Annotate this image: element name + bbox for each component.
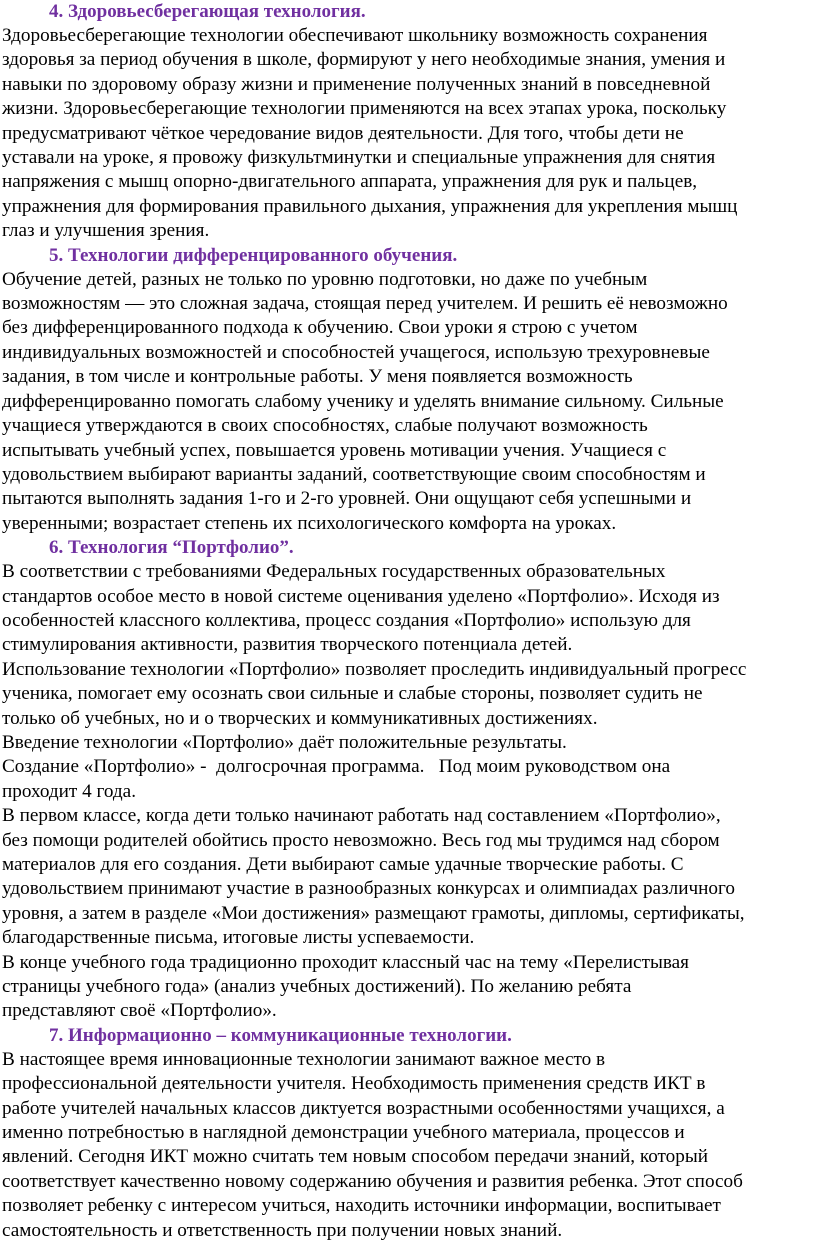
paragraph-portfolio-usage [2, 658, 816, 731]
text-line: работе учителей начальных классов диктуется возрастными особенностями учащихся, а [2, 1097, 725, 1119]
text-line: испытывать учебный успех, повышается уровень мотивации учения. Учащиеся с [2, 439, 667, 461]
text-line: материалов для его создания. Дети выбирают самые удачные творческие работы. С [2, 854, 684, 875]
paragraph-portfolio-intro [2, 560, 816, 658]
text-line: В первом классе, когда дети только начинают работать над составлением «Портфолио», [2, 805, 721, 827]
text-line: В соответствии с требованиями Федеральных государственных образовательных [2, 561, 666, 583]
text-line: без помощи родителей обойтись просто невозможно. Весь год мы трудимся над сбором [2, 829, 720, 851]
text-line: соответствует качественно новому содержанию обучения и развития ребенка. Этот способ [2, 1170, 743, 1192]
text-line: упражнения для формирования правильного дыхания, упражнения для укрепления мышц [2, 195, 738, 217]
text-line: стандартов особое место в новой системе оценивания уделено «Портфолио». Исходя из [2, 585, 720, 607]
paragraph-portfolio-results [2, 731, 816, 755]
text-line: дифференцированно помогать слабому ученику и уделять внимание сильному. Сильные [2, 390, 724, 412]
text-line: самостоятельность и ответственность при получении новых знаний. [2, 1219, 563, 1241]
paragraph-ict [2, 1048, 816, 1243]
text-line: уставали на уроке, я провожу физкультминутки и специальные упражнения для снятия [2, 147, 716, 169]
text-line: пытаются выполнять задания 1-го и 2-го уровней. Они ощущают себя успешными и [2, 488, 692, 510]
text-line: страницы учебного года» (анализ учебных достижений). По желанию ребята [2, 976, 632, 998]
text-line: явлений. Сегодня ИКТ можно считать тем новым способом передачи знаний, который [2, 1146, 709, 1168]
text-line: Использование технологии «Портфолио» позволяет проследить индивидуальный прогресс [2, 658, 747, 680]
text-line: глаз и улучшения зрения. [2, 220, 210, 242]
text-line: напряжения с мышц опорно-двигательного аппарата, упражнения для рук и пальцев, [2, 171, 698, 193]
text-line: позволяет ребенку с интересом учиться, находить источники информации, воспитывает [2, 1195, 721, 1217]
paragraph-portfolio-first-grade [2, 804, 816, 950]
section-heading-differentiated: 5. Технологии дифференцированного обучения. [49, 244, 458, 266]
text-line: особенностей классного коллектива, процесс создания «Портфолио» использую для [2, 609, 691, 631]
text-line: проходит 4 года. [2, 780, 136, 802]
text-line: предусматривают чёткое чередование видов деятельности. Для того, чтобы дети не [2, 122, 684, 144]
section-heading-ict: 7. Информационно – коммуникационные технологии. [49, 1024, 512, 1046]
text-line: именно потребностью в наглядной демонстрации учебного материала, процессов и [2, 1122, 685, 1144]
text-line: здоровья за период обучения в школе, формируют у него необходимые знания, умения и [2, 49, 726, 71]
text-line: удовольствием выбирают варианты заданий, соответствующие своим способностям и [2, 463, 706, 485]
text-line: стимулирования активности, развития творческого потенциала детей. [2, 634, 573, 656]
text-line: ученика, помогает ему осознать свои сильные и слабые стороны, позволяет судить не [2, 683, 703, 705]
paragraph-health [2, 24, 816, 244]
text-line: индивидуальных возможностей и способностей учащегося, использую трехуровневые [2, 341, 710, 363]
text-line: жизни. Здоровьесберегающие технологии применяются на всех этапах урока, поскольку [2, 98, 727, 120]
text-line: представляют своё «Портфолио». [2, 1000, 277, 1022]
text-line: без дифференцированного подхода к обучению. Свои уроки я строю с учетом [2, 317, 638, 339]
text-line: благодарственные письма, итоговые листы успеваемости. [2, 927, 475, 949]
text-line: Введение технологии «Портфолио» даёт положительные результаты. [2, 731, 567, 753]
text-line: В настоящее время инновационные технологии занимают важное место в [2, 1048, 606, 1070]
text-line: Создание «Портфолио» - долгосрочная программа. Под моим руководством она [2, 756, 671, 778]
text-line: Здоровьесберегающие технологии обеспечивают школьнику возможность сохранения [2, 25, 708, 46]
text-line: Обучение детей, разных не только по уровню подготовки, но даже по учебным [2, 268, 648, 290]
text-line: уверенными; возрастает степень их психологического комфорта на уроках. [2, 512, 617, 534]
text-line: навыки по здоровому образу жизни и применение полученных знаний в повседневной [2, 73, 711, 95]
text-line: возможностям — это сложная задача, стоящая перед учителем. И решить её невозможно [2, 293, 728, 315]
text-line: профессиональной деятельности учителя. Необходимость применения средств ИКТ в [2, 1073, 706, 1095]
text-line: задания, в том числе и контрольные работы. У меня появляется возможность [2, 366, 633, 388]
text-line: удовольствием принимают участие в разнообразных конкурсах и олимпиадах различного [2, 878, 735, 900]
text-line: учащиеся утверждаются в своих способностях, слабые получают возможность [2, 415, 648, 437]
text-line: В конце учебного года традиционно проходит классный час на тему «Перелистывая [2, 951, 689, 973]
text-line: уровня, а затем в разделе «Мои достижения» размещают грамоты, дипломы, сертификаты, [2, 902, 745, 924]
section-heading-portfolio: 6. Технология “Портфолио”. [49, 537, 294, 559]
paragraph-differentiated [2, 268, 816, 536]
paragraph-portfolio-program [2, 755, 816, 804]
section-heading-health: 4. Здоровьесберегающая технология. [49, 1, 366, 22]
paragraph-portfolio-year-end [2, 951, 816, 1024]
text-line: только об учебных, но и о творческих и коммуникативных достижениях. [2, 707, 598, 729]
